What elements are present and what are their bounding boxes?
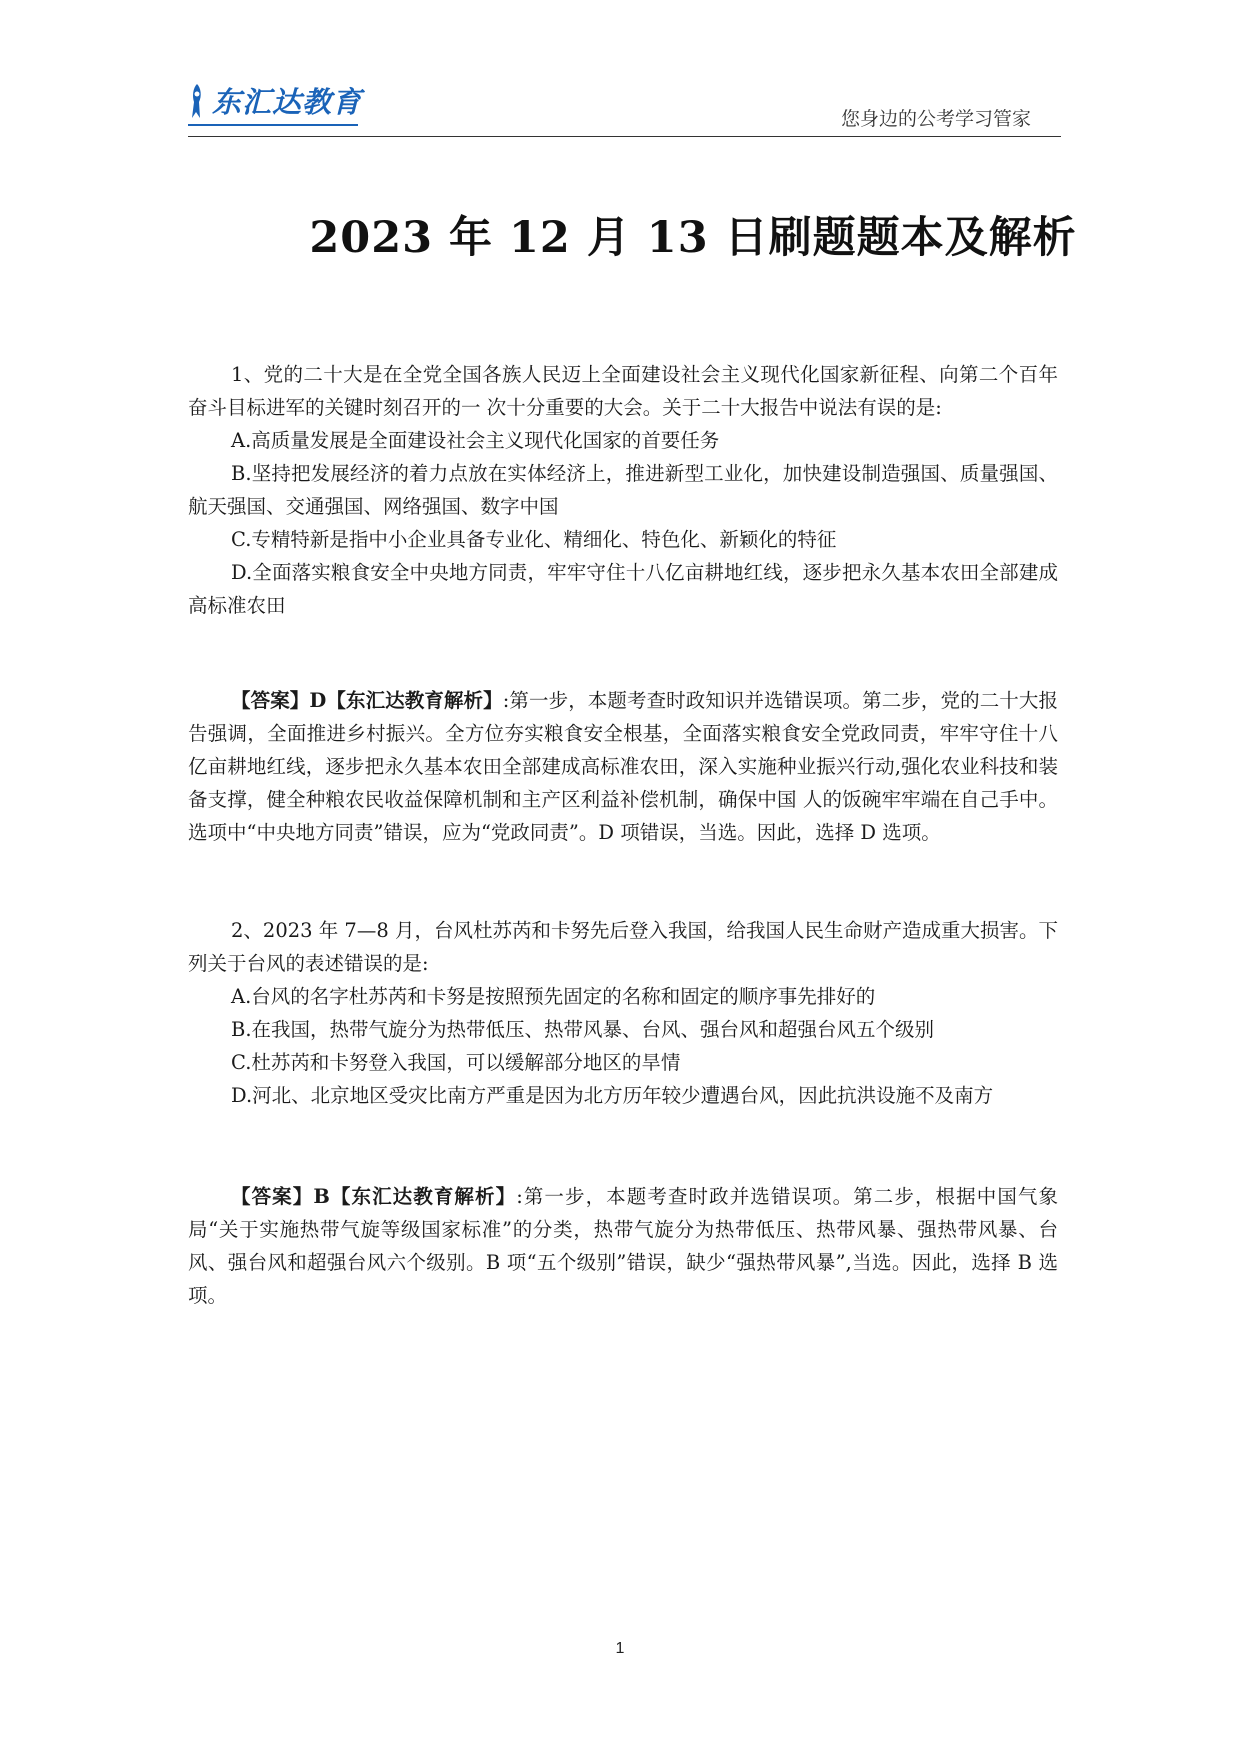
header-divider xyxy=(188,136,1061,137)
question-2-answer xyxy=(188,1180,1058,1312)
page-number: 1 xyxy=(615,1640,625,1657)
logo-text: 东汇达教育 xyxy=(212,85,363,119)
answer-analysis: :第一步，本题考查时政并选错误项。第二步，根据中国气象局“关于实施热带气旋等级国家标准”的分类，热带气旋分为热带低压、热带风暴、强热带风暴、台风、强台风和超强台风六个级别。B 项“五个级别”错误，缺少“强热带风暴”,当选。因此，选择 B 选项。 xyxy=(188,1185,1058,1307)
question-2-option-a: A.台风的名字杜苏芮和卡努是按照预先固定的名称和固定的顺序事先排好的 xyxy=(231,985,876,1008)
question-1-option-d: D.全面落实粮食安全中央地方同责，牢牢守住十八亿亩耕地红线，逐步把永久基本农田全部建成高标准农田 xyxy=(188,561,1058,617)
answer-label: 【答案】D【东汇达教育解析】 xyxy=(231,689,503,712)
answer-analysis: :第一步，本题考查时政知识并选错误项。第二步，党的二十大报告强调，全面推进乡村振兴。全方位夯实粮食安全根基，全面落实粮食安全党政同责，牢牢守住十八亿亩耕地红线，逐步把永久基本农田全部建成高标准农田，深入实施种业振兴行动,强化农业科技和装备支撑，健全种粮农民收益保障机制和主产区利益补偿机制，确保中国 人的饭碗牢牢端在自己手中。选项中“中央地方同责”错误，应为“党政同责”。D 项错误，当选。因此，选择 D 选项。 xyxy=(188,689,1058,844)
question-2-option-b: B.在我国，热带气旋分为热带低压、热带风暴、台风、强台风和超强台风五个级别 xyxy=(231,1018,935,1041)
question-2-stem: 2、2023 年 7—8 月，台风杜苏芮和卡努先后登入我国，给我国人民生命财产造成重大损害。下列关于台风的表述错误的是: xyxy=(188,919,1058,975)
question-1-option-b: B.坚持把发展经济的着力点放在实体经济上，推进新型工业化，加快建设制造强国、质量强国、航天强国、交通强国、网络强国、数字中国 xyxy=(188,462,1058,518)
brand-logo xyxy=(188,80,362,121)
logo-underline xyxy=(188,124,358,126)
document-body xyxy=(188,358,1058,1312)
question-2-option-d: D.河北、北京地区受灾比南方严重是因为北方历年较少遭遇台风，因此抗洪设施不及南方 xyxy=(231,1084,994,1107)
question-1-answer xyxy=(188,684,1058,849)
page-header xyxy=(188,74,1061,136)
answer-label: 【答案】B【东汇达教育解析】 xyxy=(231,1185,517,1208)
pen-logo-icon xyxy=(188,82,206,120)
question-2-option-c: C.杜苏芮和卡努登入我国，可以缓解部分地区的旱情 xyxy=(231,1051,681,1074)
document-title: 2023 年 12 月 13 日刷题题本及解析 xyxy=(309,213,1077,263)
question-1-stem: 1、党的二十大是在全党全国各族人民迈上全面建设社会主义现代化国家新征程、向第二个百年奋斗目标进军的关键时刻召开的一 次十分重要的大会。关于二十大报告中说法有误的是: xyxy=(188,363,1058,419)
question-1-option-a: A.高质量发展是全面建设社会主义现代化国家的首要任务 xyxy=(231,429,720,452)
header-tagline: 您身边的公考学习管家 xyxy=(840,108,1031,130)
question-1-option-c: C.专精特新是指中小企业具备专业化、精细化、特色化、新颖化的特征 xyxy=(231,528,837,551)
